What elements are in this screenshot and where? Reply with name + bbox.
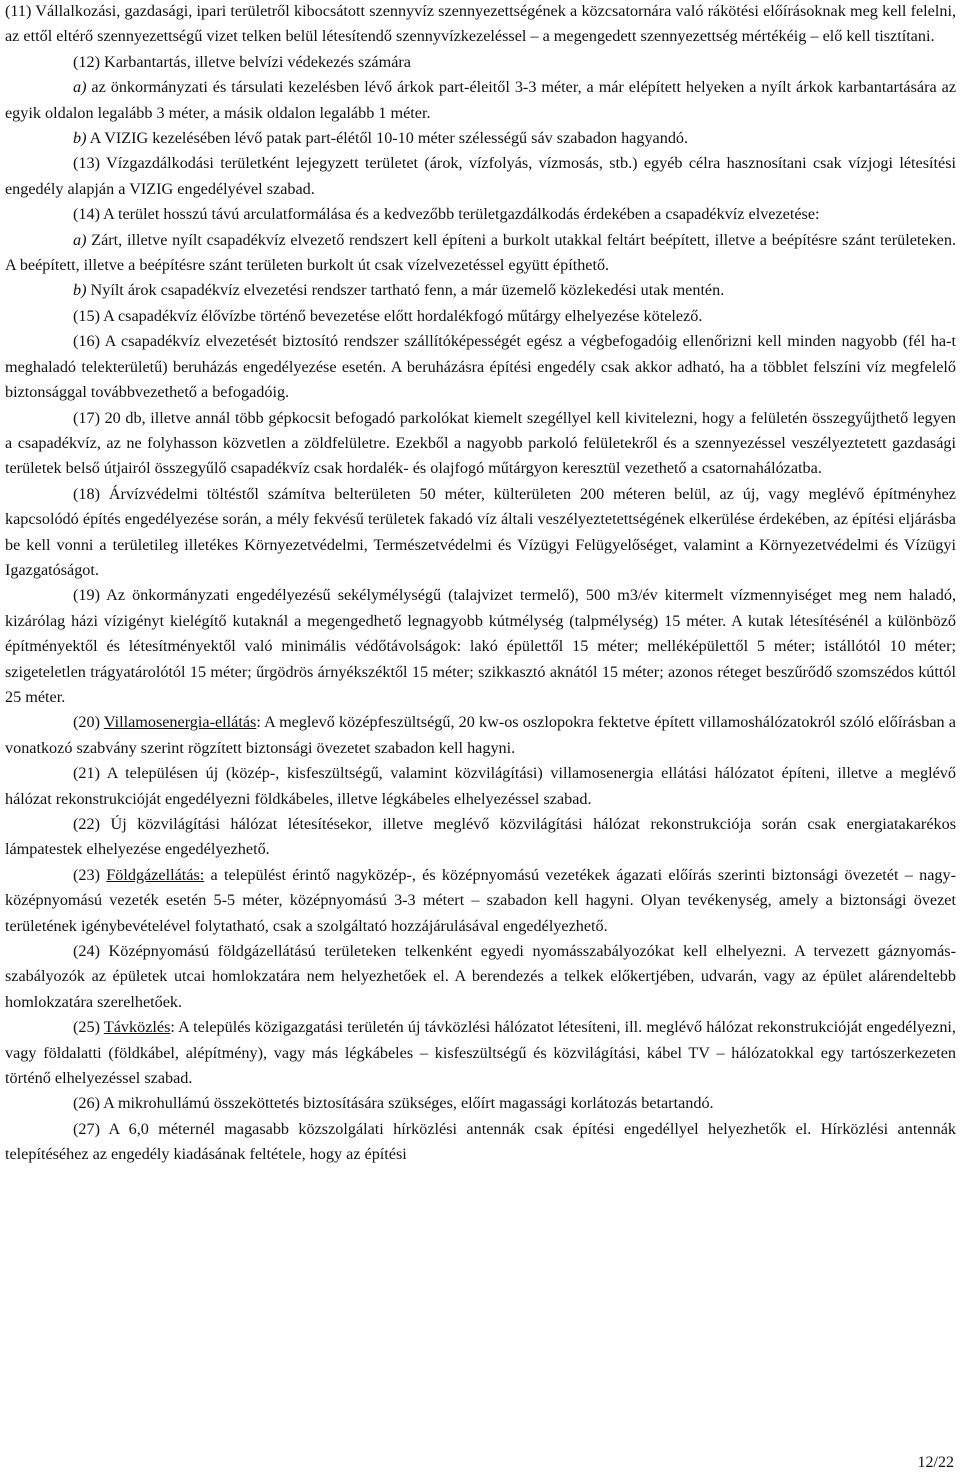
- paragraph-11: (11) Vállalkozási, gazdasági, ipari területről kibocsátott szennyvíz szennyezettségének a közcsatornára való rákötési előírásoknak meg kell felelni, az ettől eltérő szennyezettségű vizet telken belül létesítendő szennyvízkezeléssel – a megengedett szennyezettség mértékéig – elő kell tisztítani.: [5, 2, 956, 46]
- paragraph-25: (25) Távközlés: A település közigazgatási területén új távközlési hálózatot létesíteni, ill. meglévő hálózat rekonstrukcióját engedélyezni, vagy földalatti (földkábel, alépítmény), vagy más légkábeles – kisfeszültségű és közvilágítási, kábel TV – hálózatokkal egy tartószerkezeten történő elhelyezéssel szabad.: [5, 1018, 956, 1088]
- paragraph-22: (22) Új közvilágítási hálózat létesítésekor, illetve meglévő közvilágítási hálózat rekonstrukciója során csak energiatakarékos lámpatestek elhelyezése engedélyezhető.: [5, 815, 956, 859]
- paragraph-17: (17) 20 db, illetve annál több gépkocsit befogadó parkolókat kiemelt szegéllyel kell kivitelezni, hogy a felületén összegyűjthető legyen a csapadékvíz, az ne folyhasson közvetlen a zöldfelületre. Ezekből a nagyobb parkoló felületekről és a szennyezéssel veszélyeztetett gazdasági területek belső útjairól összegyűlő csapadékvíz csak hordalék- és olajfogó műtárgyon keresztül vezethető a csatornahálózatba.: [5, 408, 956, 478]
- list-label: a): [73, 230, 87, 249]
- paragraph-14: (14) A terület hosszú távú arculatformálása és a kedvezőbb területgazdálkodás érdekében a csapadékvíz elvezetése:: [73, 205, 820, 224]
- page-number: 12/22: [917, 1454, 954, 1471]
- paragraph-16: (16) A csapadékvíz elvezetését biztosító rendszer szállítóképességét egész a végbefogadóig ellenőrizni kell minden nagyobb (fél ha-t meghaladó telekterületű) beruházás engedélyezése esetén. A beruházásra építési engedély csak akkor adható, ha a többlet felszíni víz megfelelő biztonsággal továbbvezethető a befogadóig.: [5, 332, 956, 402]
- paragraph-12: (12) Karbantartás, illetve belvízi védekezés számára: [73, 52, 411, 71]
- section-heading-underlined: Távközlés: [103, 1018, 171, 1037]
- list-label: a): [73, 78, 87, 97]
- section-heading-underlined: Földgázellátás:: [106, 865, 205, 884]
- paragraph-24: (24) Középnyomású földgázellátású területeken telkenként egyedi nyomásszabályozókat kell elhelyezni. A tervezett gáznyomás-szabályozók az épületek utcai homlokzatára nem helyezhetőek el. A berendezés a telkek előkertjében, udvarán, vagy az épület alárendeltebb homlokzatára szerelhetőek.: [5, 942, 956, 1011]
- paragraph-18: (18) Árvízvédelmi töltéstől számítva belterületen 50 méter, külterületen 200 méteren belül, az új, vagy meglévő építményhez kapcsolódó építés engedélyezése során, a mély fekvésű területek fakadó víz általi veszélyeztetettségének elkerülése érdekében, az építési eljárásba be kell vonni a területileg illetékes Környezetvédelmi, Természetvédelmi és Vízügyi Felügyelőséget, valamint a Környezetvédelmi és Vízügyi Igazgatóságot.: [5, 484, 956, 579]
- paragraph-26: (26) A mikrohullámú összeköttetés biztosítására szükséges, előírt magassági korlátozás betartandó.: [73, 1094, 714, 1113]
- document-body: [5, 0, 956, 1168]
- paragraph-14b: b) Nyílt árok csapadékvíz elvezetési rendszer tartható fenn, a már üzemelő közlekedési utak mentén.: [73, 281, 725, 300]
- paragraph-27: (27) A 6,0 méternél magasabb közszolgálati hírközlési antennák csak építési engedéllyel helyezhetők el. Hírközlési antennák telepítéséhez az engedély kiadásának feltétele, hogy az építési: [5, 1119, 956, 1164]
- paragraph-12b: b) A VIZIG kezelésében lévő patak part-élétől 10-10 méter szélességű sáv szabadon hagyandó.: [73, 129, 689, 148]
- section-heading-underlined: Villamosenergia-ellátás: [103, 713, 257, 732]
- paragraph-19: (19) Az önkormányzati engedélyezésű sekélymélységű (talajvizet termelő), 500 m3/év kitermelt vízmennyiséget meg nem haladó, kizárólag házi vízigényt kielégítő kutaknál a megengedhető legnagyobb kútmélység (talpmélység) 15 méter. A kutak létesítésénél a különböző építményektől és létesítményektől való minimális védőtávolságok: lakó épülettől 15 méter; melléképülettől 5 méter; istállótól 10 méter; szigeteletlen trágyatárolótól 15 méter; űrgödrös árnyékszéktől 15 méter; szikkasztó aknától 15 méter; azonos réteget beszűrődő szomszédos kúttól 25 méter.: [5, 586, 956, 706]
- list-label: b): [73, 281, 87, 300]
- paragraph-15: (15) A csapadékvíz élővízbe történő bevezetése előtt hordalékfogó műtárgy elhelyezése kötelező.: [73, 306, 703, 325]
- paragraph-20: (20) Villamosenergia-ellátás: A meglevő középfeszültségű, 20 kw-os oszlopokra fektetve épített villamoshálózatokról szóló előírásban a vonatkozó szabvány szerint rögzített biztonsági övezetet szabadon kell hagyni.: [5, 713, 956, 757]
- paragraph-13: (13) Vízgazdálkodási területként lejegyzett területet (árok, vízfolyás, vízmosás, stb.) egyéb célra hasznosítani csak vízjogi létesítési engedély alapján a VIZIG engedélyével szabad.: [5, 154, 956, 198]
- list-label: b): [73, 129, 87, 148]
- paragraph-23: (23) Földgázellátás: a települést érintő nagyközép-, és középnyomású vezetékek ágazati előírás szerinti biztonsági övezetét – nagy-középnyomású vezeték esetén 5-5 méter, középnyomású 3-3 métert – szabadon kell hagyni. Olyan tevékenység, amely a biztonsági övezet területének igénybevételével folytatható, csak a szolgáltató hozzájárulásával engedélyezhető.: [5, 865, 956, 935]
- paragraph-14a: a) Zárt, illetve nyílt csapadékvíz elvezető rendszert kell építeni a burkolt utakkal feltárt beépített, illetve a beépítésre szánt területeken. A beépített, illetve a beépítésre szánt területen burkolt út csak vízelvezetéssel együtt építhető.: [5, 230, 956, 275]
- paragraph-21: (21) A településen új (közép-, kisfeszültségű, valamint közvilágítási) villamosenergia ellátási hálózatot építeni, illetve a meglévő hálózat rekonstrukcióját engedélyezni földkábeles, illetve légkábeles elhelyezéssel szabad.: [5, 764, 956, 808]
- paragraph-12a: a) az önkormányzati és társulati kezelésben lévő árkok part-éleitől 3-3 méter, a már elépített helyeken a nyílt árkok karbantartására az egyik oldalon legalább 3 méter, a másik oldalon legalább 1 méter.: [5, 78, 956, 122]
